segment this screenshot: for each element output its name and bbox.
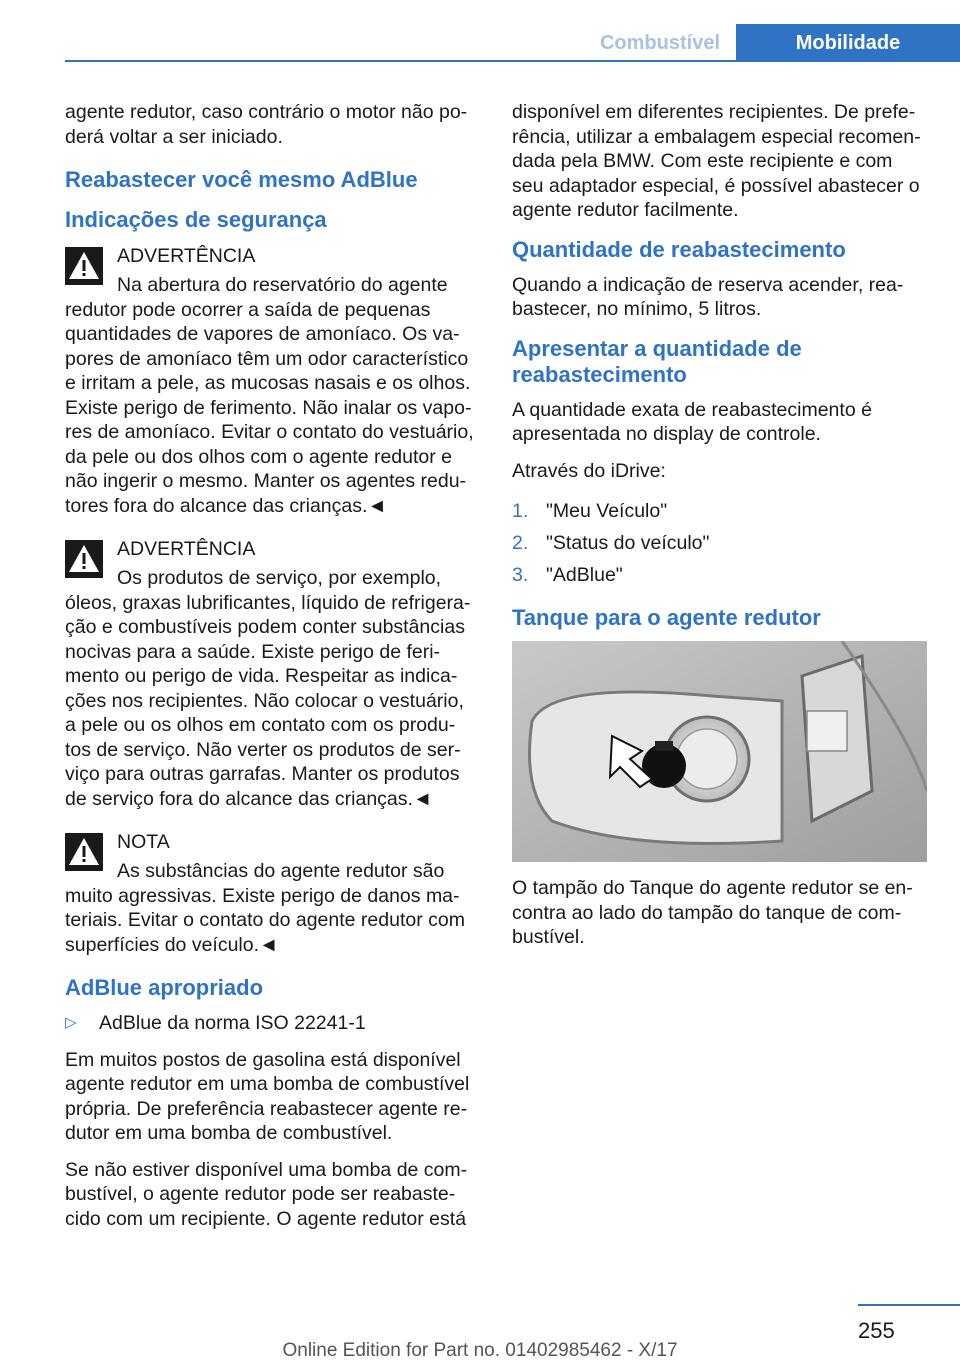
note-text: As substâncias do agente redutor são muito agressivas. Existe perigo de danos ma- teriais. Evitar o contato do agente redutor com superfícies do veículo.◄ xyxy=(65,860,465,956)
step-text: "Meu Veículo" xyxy=(546,500,668,522)
warning-icon xyxy=(65,247,103,285)
display-paragraph: A quantidade exata de reabastecimento é apresentada no display de controle. xyxy=(512,398,872,445)
warning-block-1 xyxy=(65,243,479,518)
subsection-title-display: Apresentar a quantidade de reabastecimento xyxy=(512,335,802,387)
step-number: 3. xyxy=(512,564,529,586)
note-title: NOTA xyxy=(117,831,170,853)
warning-title: ADVERTÊNCIA xyxy=(117,538,256,560)
subsection-title-tank: Tanque para o agente redutor xyxy=(512,605,821,630)
left-column xyxy=(65,100,479,1243)
bullet-arrow-icon: ▷ xyxy=(65,1014,77,1031)
tank-cap-photo xyxy=(512,641,927,862)
intro-paragraph: agente redutor, caso contrário o motor não po- derá voltar a ser iniciado. xyxy=(65,101,468,148)
subsection-title-safety: Indicações de segurança xyxy=(65,207,327,232)
right-column xyxy=(512,100,926,962)
steps-list xyxy=(512,495,926,591)
step-number: 1. xyxy=(512,500,529,522)
step-text: "AdBlue" xyxy=(546,564,623,586)
tank-caption: O tampão do Tanque do agente redutor se en- contra ao lado do tampão do tanque de com- bustível. xyxy=(512,877,913,948)
list-item-text: AdBlue da norma ISO 22241‑1 xyxy=(99,1012,366,1034)
subsection-title-quantity: Quantidade de reabastecimento xyxy=(512,236,846,262)
list-item xyxy=(512,559,926,591)
stations-paragraph: Em muitos postos de gasolina está disponível agente redutor em uma bomba de combustível própria. De preferência reabastecer agente re- dutor em uma bomba de combustível. xyxy=(65,1048,470,1144)
warning-title: ADVERTÊNCIA xyxy=(117,245,256,267)
list-item xyxy=(512,527,926,559)
step-number: 2. xyxy=(512,532,529,554)
quantity-paragraph: Quando a indicação de reserva acender, rea- bastecer, no mínimo, 5 litros. xyxy=(512,273,904,320)
edition-footer: Online Edition for Part no. 01402985462 - X/17 xyxy=(282,1340,678,1361)
page-number: 255 xyxy=(858,1318,895,1343)
subsection-title-proper: AdBlue apropriado xyxy=(65,975,264,1000)
warning-block-2 xyxy=(65,536,479,811)
list-item xyxy=(512,495,926,527)
warning-icon xyxy=(65,540,103,578)
tab-mobilidade[interactable]: Mobilidade xyxy=(736,24,960,62)
page-number-rule xyxy=(858,1304,960,1306)
tab-combustivel[interactable]: Combustível xyxy=(599,31,721,54)
warning-text: Os produtos de serviço, por exemplo, óleos, graxas lubrificantes, líquido de refrigera- ção e combustíveis podem conter substâncias nocivas para a saúde. Existe perigo de feri- mento ou perigo de vida. Respeitar as indica- ções nos recipientes. Não colocar o vestuário, a pele ou os olhos em contato com os produ- tos de serviço. Não verter os produtos de ser- viço para outras garrafas. Manter os produtos de serviço fora do alcance das crianças.◄ xyxy=(65,567,471,810)
container-paragraph: Se não estiver disponível uma bomba de com- bustível, o agente redutor pode ser reabaste- cido com um recipiente. O agente redutor está xyxy=(65,1158,468,1230)
warning-text: Na abertura do reservatório do agente redutor pode ocorrer a saída de pequenas quantidades de vapores de amoníaco. Os va- pores de amoníaco têm um odor característico e irritam a pele, as mucosas nasais e os olhos. Existe perigo de ferimento. Não inalar os vapo- res de amoníaco. Evitar o contato do vestuário, da pele ou dos olhos com o agente redutor e não ingerir o mesmo. Manter os agentes redu- tores fora do alcance das crianças.◄ xyxy=(65,274,474,517)
section-title-refuel: Reabastecer você mesmo AdBlue xyxy=(65,167,418,192)
caution-icon xyxy=(65,833,103,871)
continued-paragraph: disponível em diferentes recipientes. De prefe- rência, utilizar a embalagem especial recomen- dada pela BMW. Com este recipiente e com seu adaptador especial, é possível abastecer o agente redutor facilmente. xyxy=(512,101,921,221)
step-text: "Status do veículo" xyxy=(546,532,710,554)
list-item xyxy=(65,1011,479,1036)
note-block xyxy=(65,829,479,957)
idrive-paragraph: Através do iDrive: xyxy=(512,459,666,482)
